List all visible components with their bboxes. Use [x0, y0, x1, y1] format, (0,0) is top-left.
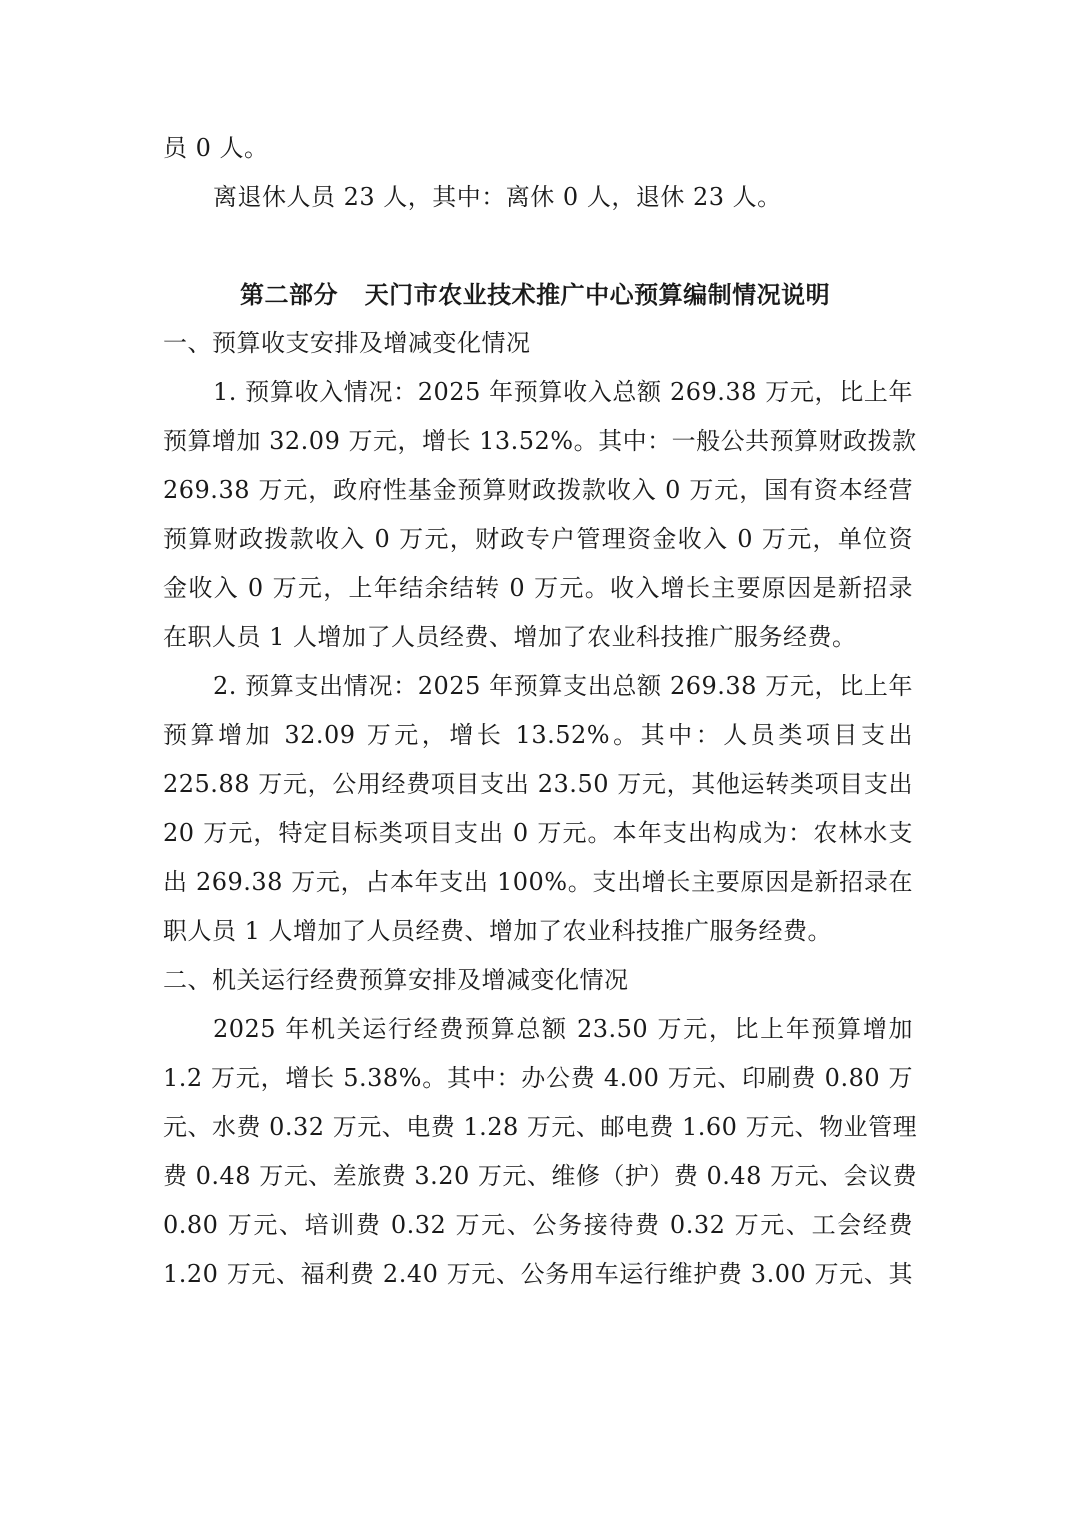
paragraph-operating-funds	[163, 1005, 918, 1299]
spacer	[163, 222, 913, 270]
section-heading: 二、机关运行经费预算安排及增减变化情况	[163, 966, 629, 994]
text-line: 1.20 万元、福利费 2.40 万元、公务用车运行维护费 3.00 万元、其	[163, 1260, 913, 1288]
text-line: 225.88 万元，公用经费项目支出 23.50 万元，其他运转类项目支出	[163, 770, 913, 798]
text-line: 员 0 人。	[163, 134, 269, 162]
paragraph-income	[163, 368, 917, 662]
text-line: 2. 预算支出情况：2025 年预算支出总额 269.38 万元，比上年	[213, 672, 913, 700]
document-page	[163, 124, 918, 1299]
text-line: 269.38 万元，政府性基金预算财政拨款收入 0 万元，国有资本经营	[163, 476, 913, 504]
text-line: 离退休人员 23 人，其中：离休 0 人，退休 23 人。	[213, 183, 782, 211]
text-line: 预算增加 32.09 万元，增长 13.52%。其中：人员类项目支出	[163, 721, 913, 749]
text-line: 在职人员 1 人增加了人员经费、增加了农业科技推广服务经费。	[163, 623, 857, 651]
part-title: 第二部分 天门市农业技术推广中心预算编制情况说明	[240, 280, 831, 309]
text-line: 预算财政拨款收入 0 万元，财政专户管理资金收入 0 万元，单位资	[163, 525, 913, 553]
section-heading: 一、预算收支安排及增减变化情况	[163, 329, 531, 357]
paragraph-expenditure	[163, 662, 913, 956]
text-line: 金收入 0 万元，上年结余结转 0 万元。收入增长主要原因是新招录	[163, 574, 913, 602]
text-line: 1.2 万元，增长 5.38%。其中：办公费 4.00 万元、印刷费 0.80 万	[163, 1064, 913, 1092]
text-line: 预算增加 32.09 万元，增长 13.52%。其中：一般公共预算财政拨款	[163, 427, 917, 455]
text-line: 2025 年机关运行经费预算总额 23.50 万元，比上年预算增加	[213, 1015, 913, 1043]
text-line: 职人员 1 人增加了人员经费、增加了农业科技推广服务经费。	[163, 917, 833, 945]
text-line: 1. 预算收入情况：2025 年预算收入总额 269.38 万元，比上年	[213, 378, 913, 406]
text-line: 出 269.38 万元，占本年支出 100%。支出增长主要原因是新招录在	[163, 868, 913, 896]
text-line: 20 万元，特定目标类项目支出 0 万元。本年支出构成为：农林水支	[163, 819, 913, 847]
text-line: 费 0.48 万元、差旅费 3.20 万元、维修（护）费 0.48 万元、会议费	[163, 1162, 918, 1190]
text-line: 0.80 万元、培训费 0.32 万元、公务接待费 0.32 万元、工会经费	[163, 1211, 913, 1239]
text-line: 元、水费 0.32 万元、电费 1.28 万元、邮电费 1.60 万元、物业管理	[163, 1113, 918, 1141]
